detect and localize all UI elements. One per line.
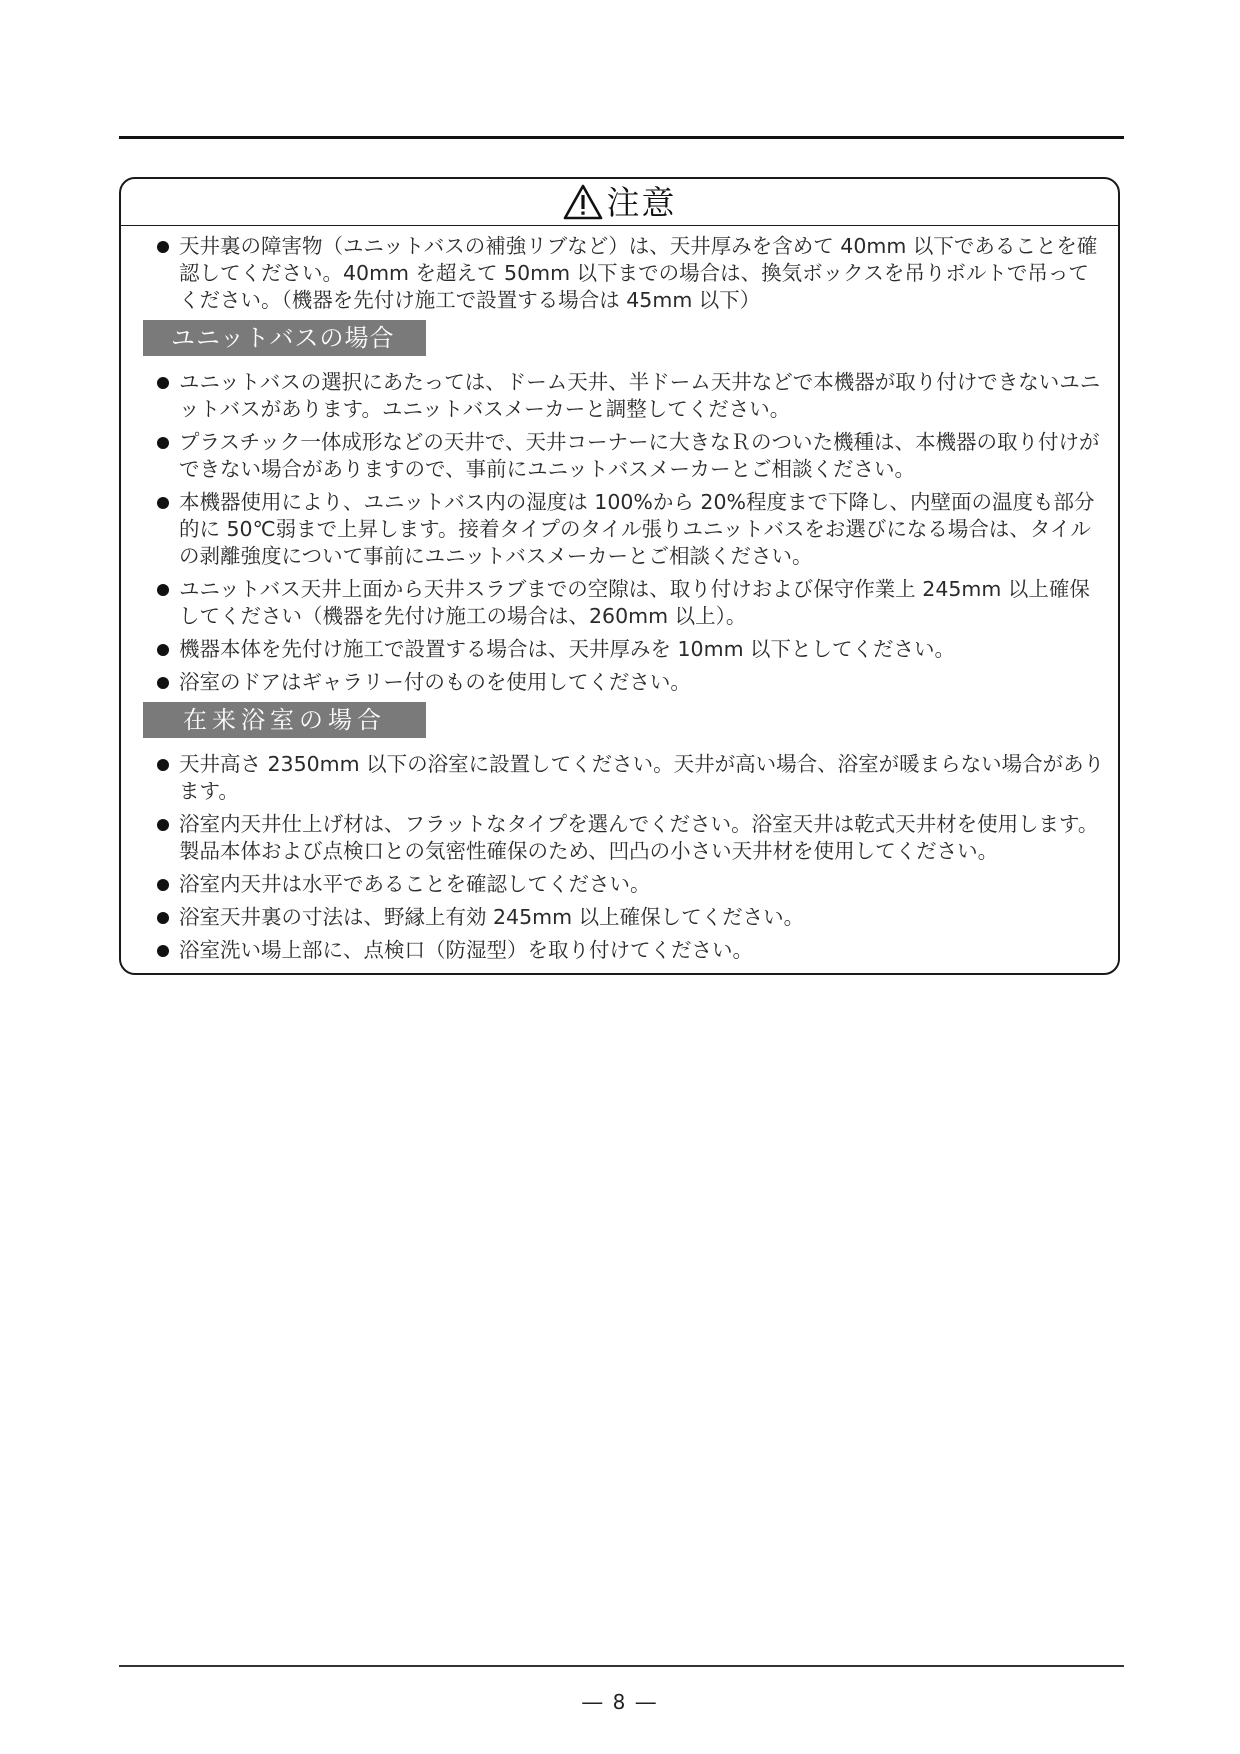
list-item — [121, 751, 1118, 805]
bullet-dot-icon — [157, 879, 169, 891]
list-item — [121, 669, 1118, 696]
bullet-dot-icon — [157, 584, 169, 596]
list-item-text: 天井裏の障害物（ユニットバスの補強リブなど）は、天井厚みを含めて 40mm 以下であることを確認してください。40mm を超えて 50mm 以下までの場合は、換気ボックスを吊りボルトで吊ってください。（機器を先付け施工で設置する場合は 45mm 以下） — [179, 234, 1098, 312]
bullet-dot-icon — [157, 437, 169, 449]
conventional-bath-list — [121, 751, 1118, 964]
bullet-dot-icon — [157, 644, 169, 656]
list-item — [121, 636, 1118, 663]
list-item-text: 機器本体を先付け施工で設置する場合は、天井厚みを 10mm 以下としてください。 — [179, 637, 956, 661]
top-rule — [119, 136, 1124, 139]
caution-header — [121, 179, 1118, 226]
list-item-text: ユニットバス天井上面から天井スラブまでの空隙は、取り付けおよび保守作業上 245mm 以上確保してください（機器を先付け施工の場合は、260mm 以上）。 — [179, 577, 1090, 628]
list-item-text: 浴室洗い場上部に、点検口（防湿型）を取り付けてください。 — [179, 938, 753, 962]
bullet-dot-icon — [157, 677, 169, 689]
bullet-dot-icon — [157, 497, 169, 509]
list-item-text: 浴室内天井は水平であることを確認してください。 — [179, 872, 651, 896]
list-item — [121, 937, 1118, 964]
bottom-rule — [119, 1665, 1124, 1667]
bullet-dot-icon — [157, 377, 169, 389]
list-item-text: ユニットバスの選択にあたっては、ドーム天井、半ドーム天井などで本機器が取り付けできないユニットバスがあります。ユニットバスメーカーと調整してください。 — [179, 370, 1101, 421]
list-item — [121, 871, 1118, 898]
unit-bath-list — [121, 369, 1118, 696]
list-item — [121, 233, 1118, 314]
intro-list — [121, 233, 1118, 314]
section-heading-conventional-bath: 在来浴室の場合 — [143, 702, 426, 738]
bullet-dot-icon — [157, 819, 169, 831]
page-number: ― 8 ― — [582, 1690, 658, 1714]
caution-box — [119, 177, 1120, 975]
list-item — [121, 489, 1118, 570]
warning-triangle-icon — [563, 184, 603, 220]
list-item — [121, 904, 1118, 931]
list-item — [121, 369, 1118, 423]
bullet-dot-icon — [157, 759, 169, 771]
list-item — [121, 429, 1118, 483]
caution-title-wrap — [563, 184, 677, 220]
list-item — [121, 811, 1118, 865]
section-heading-unit-bath: ユニットバスの場合 — [143, 320, 426, 356]
caution-body — [121, 233, 1118, 964]
bullet-dot-icon — [157, 945, 169, 957]
list-item-text: 本機器使用により、ユニットバス内の湿度は 100%から 20%程度まで下降し、内壁面の温度も部分的に 50℃弱まで上昇します。接着タイプのタイル張りユニットバスをお選びになる場合は、タイルの剥離強度について事前にユニットバスメーカーとご相談ください。 — [179, 490, 1095, 568]
list-item-text: 浴室天井裏の寸法は、野縁上有効 245mm 以上確保してください。 — [179, 905, 805, 929]
list-item-text: 天井高さ 2350mm 以下の浴室に設置してください。天井が高い場合、浴室が暖まらない場合があります。 — [179, 752, 1105, 803]
list-item-text: 浴室のドアはギャラリー付のものを使用してください。 — [179, 670, 691, 694]
bullet-dot-icon — [157, 241, 169, 253]
bullet-dot-icon — [157, 912, 169, 924]
list-item-text: 浴室内天井仕上げ材は、フラットなタイプを選んでください。浴室天井は乾式天井材を使用します。製品本体および点検口との気密性確保のため、凹凸の小さい天井材を使用してください。 — [179, 812, 1099, 863]
list-item-text: プラスチック一体成形などの天井で、天井コーナーに大きなＲのついた機種は、本機器の取り付けができない場合がありますので、事前にユニットバスメーカーとご相談ください。 — [179, 430, 1100, 481]
caution-title: 注意 — [606, 182, 677, 222]
list-item — [121, 576, 1118, 630]
